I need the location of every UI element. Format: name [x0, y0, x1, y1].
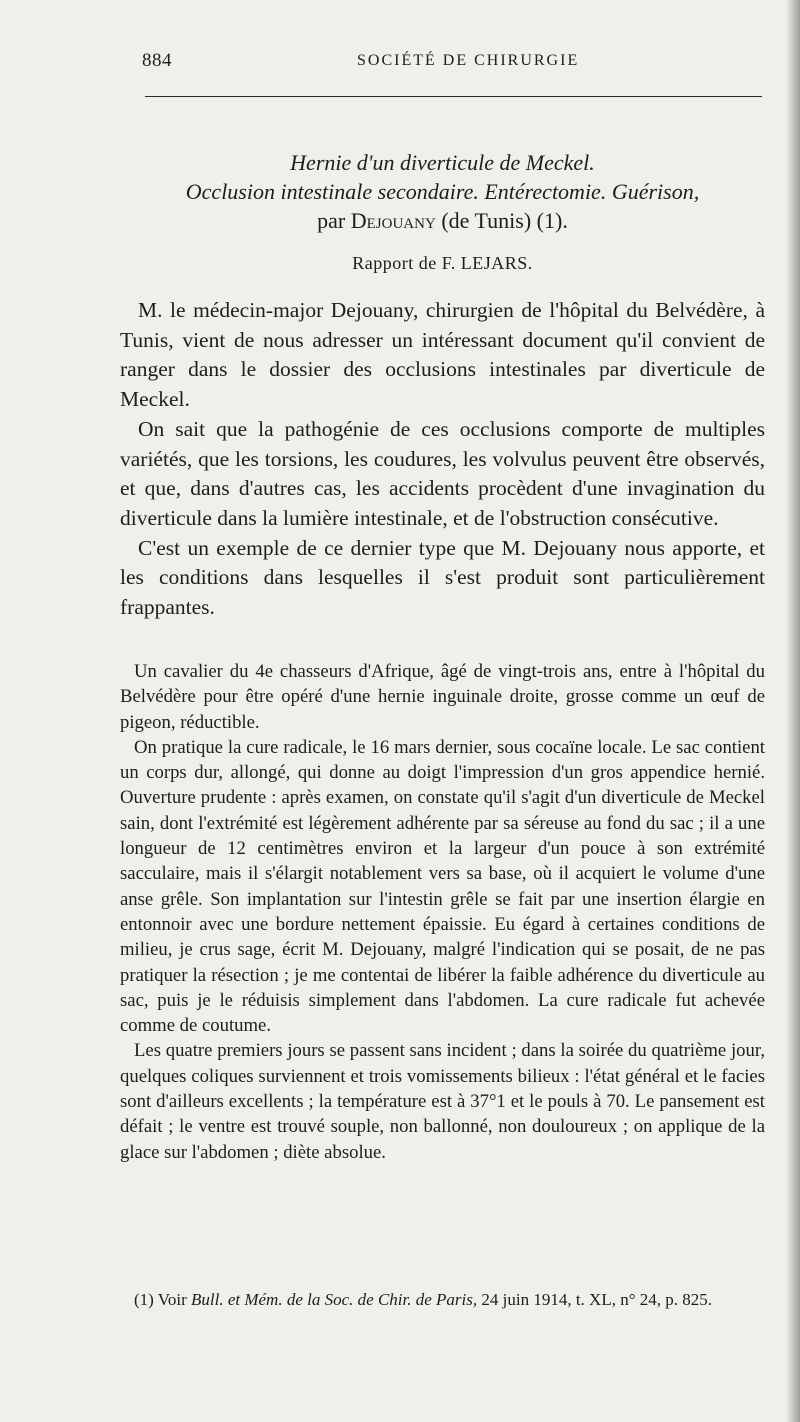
- footnote: [120, 1288, 765, 1311]
- paragraph: Un cavalier du 4e chasseurs d'Afrique, âgé de vingt-trois ans, entre à l'hôpital du Belvédère pour être opéré d'une hernie inguinale droite, grosse comme un œuf de pigeon, réductible.: [120, 661, 765, 733]
- header-rule: [145, 96, 762, 97]
- title-author: Dejouany: [350, 208, 436, 233]
- page-edge-shadow: [786, 0, 800, 1422]
- paragraph: On sait que la pathogénie de ces occlusions comporte de multiples variétés, que les torsions, les coudures, les volvulus peuvent être observés, et que, dans d'autres cas, les accidents procèdent d'une invagination du diverticule dans la lumière intestinale, et de l'obstruction consécutive.: [120, 416, 765, 530]
- page-number: 884: [142, 50, 172, 71]
- footnote-prefix: (1) Voir: [134, 1290, 187, 1309]
- title-line-2: Occlusion intestinale secondaire. Entérectomie. Guérison,: [185, 179, 700, 204]
- running-head: SOCIÉTÉ DE CHIRURGIE: [357, 52, 580, 69]
- case-observation: [120, 659, 765, 1165]
- paragraph: M. le médecin-major Dejouany, chirurgien de l'hôpital du Belvédère, à Tunis, vient de nous adresser un intéressant document qu'il convient de ranger dans le dossier des occlusions intestinales par diverticule de Meckel.: [120, 298, 765, 412]
- title-line-3: [120, 206, 765, 235]
- paragraph: C'est un exemple de ce dernier type que M. Dejouany nous apporte, et les conditions dans lesquelles il s'est produit sont particulièrement frappantes.: [120, 535, 765, 620]
- footnote-suffix: 24 juin 1914, t. XL, n° 24, p. 825.: [481, 1290, 713, 1309]
- footnote-journal: Bull. et Mém. de la Soc. de Chir. de Paris,: [191, 1290, 478, 1309]
- report-body: [120, 296, 765, 623]
- page-header: [142, 50, 762, 80]
- paragraph: On pratique la cure radicale, le 16 mars dernier, sous cocaïne locale. Le sac contient un corps dur, allongé, qui donne au doigt l'impression d'un gros appendice hernié. Ouverture prudente : après examen, on constate qu'il s'agit d'un diverticule de Meckel sain, dont l'extrémité est légèrement adhérente par sa séreuse au fond du sac ; il a une longueur de 12 centimètres environ et la largeur d'un pouce à son extrémité sacculaire, mais il s'élargit notablement vers sa base, où il acquiert le volume d'une anse grêle. Son implantation sur l'intestin grêle se fait par une insertion élargie en entonnoir avec une bordure nettement épaissie. Eu égard à certaines conditions de milieu, je crus sage, écrit M. Dejouany, malgré l'indication qui se posait, de ne pas pratiquer la résection ; je me contentai de libérer la faible adhérence du diverticule au sac, puis je le réduisis simplement dans l'abdomen. La cure radicale fut achevée comme de coutume.: [120, 736, 765, 1037]
- title-line-1: Hernie d'un diverticule de Meckel.: [290, 150, 595, 175]
- paragraph: Les quatre premiers jours se passent sans incident ; dans la soirée du quatrième jour, quelques coliques surviennent et trois vomissements bilieux : l'état général et le facies sont d'ailleurs excellents ; la température est à 37°1 et le pouls à 70. Le pansement est défait ; le ventre est trouvé souple, non ballonné, non douloureux ; on applique de la glace sur l'abdomen ; diète absolue.: [120, 1040, 765, 1163]
- title-origin: (de Tunis) (1).: [441, 208, 568, 233]
- title-by: par: [317, 208, 346, 233]
- rapport-line: Rapport de F. LEJARS.: [352, 253, 533, 273]
- article-title: [120, 148, 765, 235]
